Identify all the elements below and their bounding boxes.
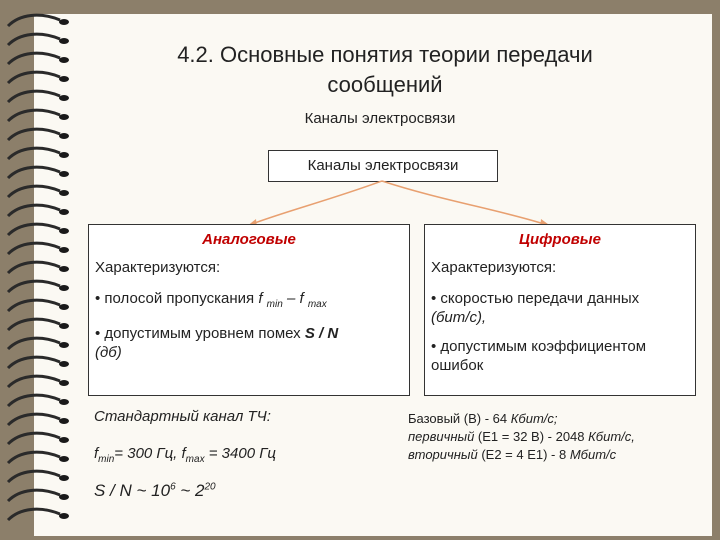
spiral-ring — [8, 72, 60, 83]
standard-l3: S / N ~ $10^6$ ~ $2^{20}$ — [94, 481, 216, 500]
spiral-ring — [8, 186, 60, 197]
spiral-ring — [8, 262, 60, 273]
spiral-hole — [59, 456, 69, 462]
spiral-ring — [8, 414, 60, 425]
spiral-ring — [8, 243, 60, 254]
spiral-hole — [59, 285, 69, 291]
spiral-hole — [59, 57, 69, 63]
spiral-hole — [59, 76, 69, 82]
spiral-hole — [59, 19, 69, 25]
spiral-hole — [59, 361, 69, 367]
spiral-ring — [8, 15, 60, 26]
spiral-ring — [8, 53, 60, 64]
spiral-ring — [8, 433, 60, 444]
spiral-ring — [8, 205, 60, 216]
spiral-hole — [59, 247, 69, 253]
spiral-hole — [59, 475, 69, 481]
spiral-hole — [59, 209, 69, 215]
spiral-ring — [8, 167, 60, 178]
spiral-hole — [59, 190, 69, 196]
spiral-hole — [59, 38, 69, 44]
spiral-hole — [59, 114, 69, 120]
spiral-hole — [59, 266, 69, 272]
subtitle: Каналы электросвязи — [304, 110, 456, 127]
spiral-ring — [8, 452, 60, 463]
digital-l4: • допустимым коэффициентом — [431, 338, 647, 355]
spiral-hole — [59, 437, 69, 443]
spiral-ring — [8, 34, 60, 45]
standard-l1: Стандартный канал ТЧ: — [94, 408, 271, 425]
spiral-ring — [8, 224, 60, 235]
standard-l2: $f_{min}= 300$ Гц, $f_{max} = 3400$ Гц — [94, 445, 276, 465]
analog-l1: Характеризуются: — [95, 259, 221, 276]
spiral-ring — [8, 110, 60, 121]
rate-primary: первичный (Е1 = 32 В) - 2048 Кбит/с, — [408, 429, 635, 444]
rate-basic: Базовый (В) - 64 Кбит/с; — [408, 411, 558, 426]
spiral-hole — [59, 418, 69, 424]
spiral-ring — [8, 129, 60, 140]
digital-box — [424, 224, 696, 396]
analog-l2: • полосой пропускания f $_{min}$ – f $_{max}$ — [95, 290, 327, 310]
spiral-hole — [59, 323, 69, 329]
top-box: Каналы электросвязи — [268, 150, 498, 182]
analog-l3: • допустимым уровнем помех S / N — [95, 325, 339, 342]
spiral-ring — [8, 376, 60, 387]
spiral-ring — [8, 281, 60, 292]
spiral-ring — [8, 319, 60, 330]
spiral-ring — [8, 395, 60, 406]
spiral-ring — [8, 300, 60, 311]
spiral-ring — [8, 91, 60, 102]
spiral-ring — [8, 509, 60, 520]
digital-l5: ошибок — [431, 357, 484, 374]
digital-head: Цифровые — [519, 231, 601, 248]
spiral-ring — [8, 338, 60, 349]
digital-l2: • скоростью передачи данных — [431, 290, 640, 307]
analog-head: Аналоговые — [202, 231, 296, 248]
spiral-binding — [0, 0, 80, 540]
digital-l1: Характеризуются: — [431, 259, 557, 276]
rate-secondary: вторичный (Е2 = 4 Е1) - 8 Мбит/с — [408, 447, 617, 462]
spiral-ring — [8, 148, 60, 159]
spiral-hole — [59, 95, 69, 101]
spiral-hole — [59, 171, 69, 177]
spiral-hole — [59, 380, 69, 386]
spiral-hole — [59, 513, 69, 519]
spiral-hole — [59, 133, 69, 139]
spiral-ring — [8, 490, 60, 501]
spiral-hole — [59, 228, 69, 234]
digital-rates — [408, 410, 635, 464]
page-title: 4.2. Основные понятия теории передачи сообщений — [177, 42, 593, 97]
spiral-hole — [59, 152, 69, 158]
spiral-hole — [59, 304, 69, 310]
digital-l3: (бит/с), — [431, 309, 487, 326]
analog-box — [88, 224, 410, 396]
spiral-ring — [8, 471, 60, 482]
spiral-hole — [59, 342, 69, 348]
analog-l4: (дб) — [95, 344, 122, 361]
spiral-hole — [59, 494, 69, 500]
spiral-ring — [8, 357, 60, 368]
spiral-hole — [59, 399, 69, 405]
standard-channel — [94, 408, 276, 501]
